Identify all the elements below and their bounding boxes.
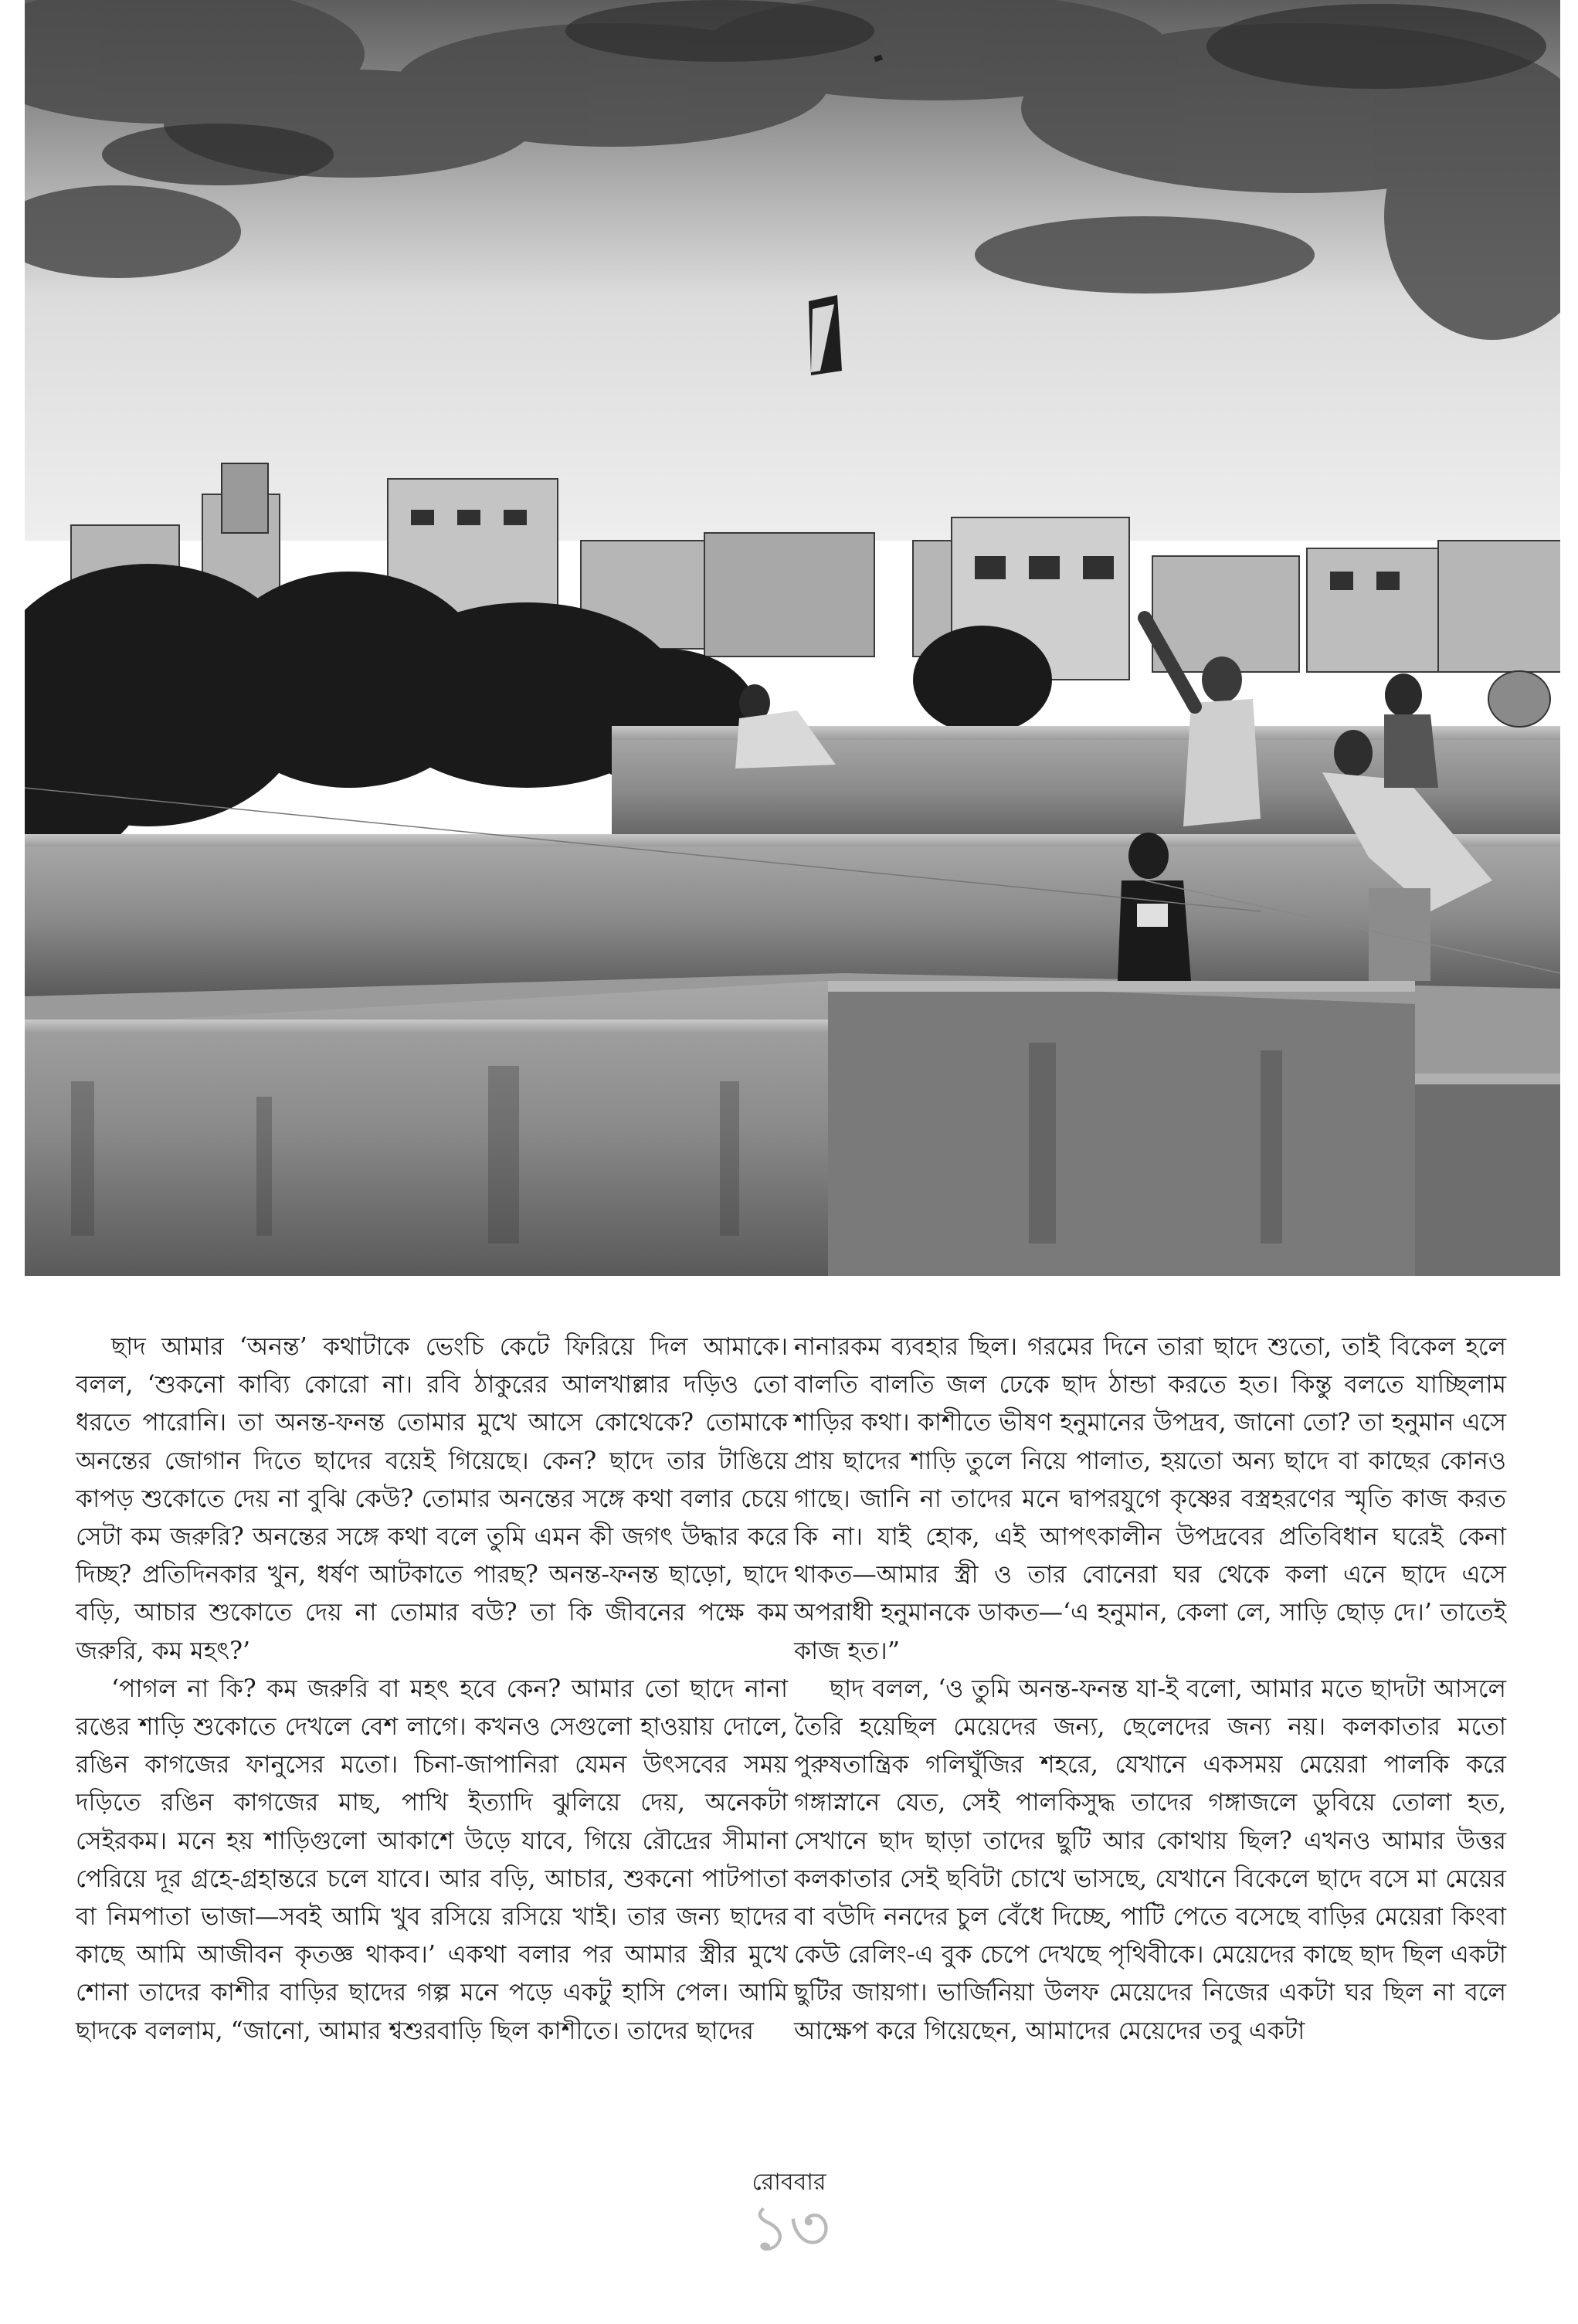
article-column-right bbox=[794, 1328, 1506, 2051]
paragraph: নানারকম ব্যবহার ছিল। গরমের দিনে তারা ছাদে শুতো, তাই বিকেল হলে বালতি বালতি জল ঢেকে ছাদ ঠান্ডা করতে হত। কিন্তু বলতে যাচ্ছিলাম শাড়ির কথা। কাশীতে ভীষণ হনুমানের উপদ্রব, জানো তো? তা হনুমান এসে প্রায় ছাদের শাড়ি তুলে নিয়ে পালাত, হয়তো অন্য ছাদে বা কাছের কোনও গাছে। জানি না তাদের মনে দ্বাপরযুগে কৃষ্ণের বস্ত্রহরণের স্মৃতি কাজ করত কি না। যাই হোক, এই আপৎকালীন উপদ্রবের প্রতিবিধান ঘরেই কেনা থাকত—আমার স্ত্রী ও তার বোনেরা ঘর থেকে কলা এনে ছাদে এসে অপরাধী হনুমানকে ডাকত—‘এ হনুমান, কেলা লে, সাড়ি ছোড় দে।’ তাতেই কাজ হত।” bbox=[794, 1333, 1506, 1665]
page-number: ১৩ bbox=[749, 2192, 829, 2265]
magazine-name: রোববার bbox=[752, 2169, 826, 2196]
page-footer bbox=[0, 2169, 1578, 2265]
paragraph: ‘পাগল না কি? কম জরুরি বা মহৎ হবে কেন? আমার তো ছাদে নানা রঙের শাড়ি শুকোতে দেখলে বেশ লাগে। কখনও সেগুলো হাওয়ায় দোলে, রঙিন কাগজের ফানুসের মতো। চিনা-জাপানিরা যেমন উৎসবের সময় দড়িতে রঙিন কাগজের মাছ, পাখি ইত্যাদি ঝুলিয়ে দেয়, অনেকটা সেইরকম। মনে হয় শাড়িগুলো আকাশে উড়ে যাবে, গিয়ে রৌদ্রের সীমানা পেরিয়ে দূর গ্রহে-গ্রহান্তরে চলে যাবে। আর বড়ি, আচার, শুকনো পাটপাতা বা নিমপাতা ভাজা—সবই আমি খুব রসিয়ে রসিয়ে খাই। তার জন্য ছাদের কাছে আমি আজীবন কৃতজ্ঞ থাকব।’ একথা বলার পর আমার স্ত্রীর মুখে শোনা তাদের কাশীর বাড়ির ছাদের গল্প মনে পড়ে একটু হাসি পেল। আমি ছাদকে বললাম, “জানো, আমার শ্বশুরবাড়ি ছিল কাশীতে। তাদের ছাদের bbox=[76, 1674, 788, 2045]
paragraph: ছাদ আমার ‘অনন্ত’ কথাটাকে ভেংচি কেটে ফিরিয়ে দিল আমাকে। বলল, ‘শুকনো কাব্যি কোরো না। রবি ঠাকুরের আলখাল্লার দড়িও তো ধরতে পারোনি। তা অনন্ত-ফনন্ত তোমার মুখে আসে কোথেকে? তোমাকে অনন্তের জোগান দিতে ছাদের বয়েই গিয়েছে। কেন? ছাদে তার টাঙিয়ে কাপড় শুকোতে দেয় না বুঝি কেউ? তোমার অনন্তের সঙ্গে কথা বলার চেয়ে সেটা কম জরুরি? অনন্তের সঙ্গে কথা বলে তুমি এমন কী জগৎ উদ্ধার করে দিচ্ছ? প্রতিদিনকার খুন, ধর্ষণ আটকাতে পারছ? অনন্ত-ফনন্ত ছাড়ো, ছাদে বড়ি, আচার শুকোতে দেয় না তোমার বউ? তা কি জীবনের পক্ষে কম জরুরি, কম মহৎ?’ bbox=[76, 1333, 788, 1665]
article-column-left bbox=[76, 1328, 788, 2051]
kite-icon bbox=[809, 295, 842, 375]
rooftop-kite-photo bbox=[25, 0, 1560, 1276]
paragraph: ছাদ বলল, ‘ও তুমি অনন্ত-ফনন্ত যা-ই বলো, আমার মতে ছাদটা আসলে তৈরি হয়েছিল মেয়েদের জন্য, ছেলেদের জন্য নয়। কলকাতার মতো পুরুষতান্ত্রিক গলিঘুঁজির শহরে, যেখানে একসময় মেয়েরা পালকি করে গঙ্গাস্নানে যেত, সেই পালকিসুদ্ধ তাদের গঙ্গাজলে ডুবিয়ে তোলা হত, সেখানে ছাদ ছাড়া তাদের ছুটি আর কোথায় ছিল? এখনও আমার উত্তর কলকাতার সেই ছবিটা চোখে ভাসছে, যেখানে বিকেলে ছাদে বসে মা মেয়ের বা বউদি ননদের চুল বেঁধে দিচ্ছে, পাটি পেতে বসেছে বাড়ির মেয়েরা কিংবা কেউ রেলিং-এ বুক চেপে দেখছে পৃথিবীকে। মেয়েদের কাছে ছাদ ছিল একটা ছুটির জায়গা। ভার্জিনিয়া উলফ মেয়েদের নিজের একটা ঘর ছিল না বলে আক্ষেপ করে গিয়েছেন, আমাদের মেয়েদের তবু একটা bbox=[794, 1674, 1506, 2045]
